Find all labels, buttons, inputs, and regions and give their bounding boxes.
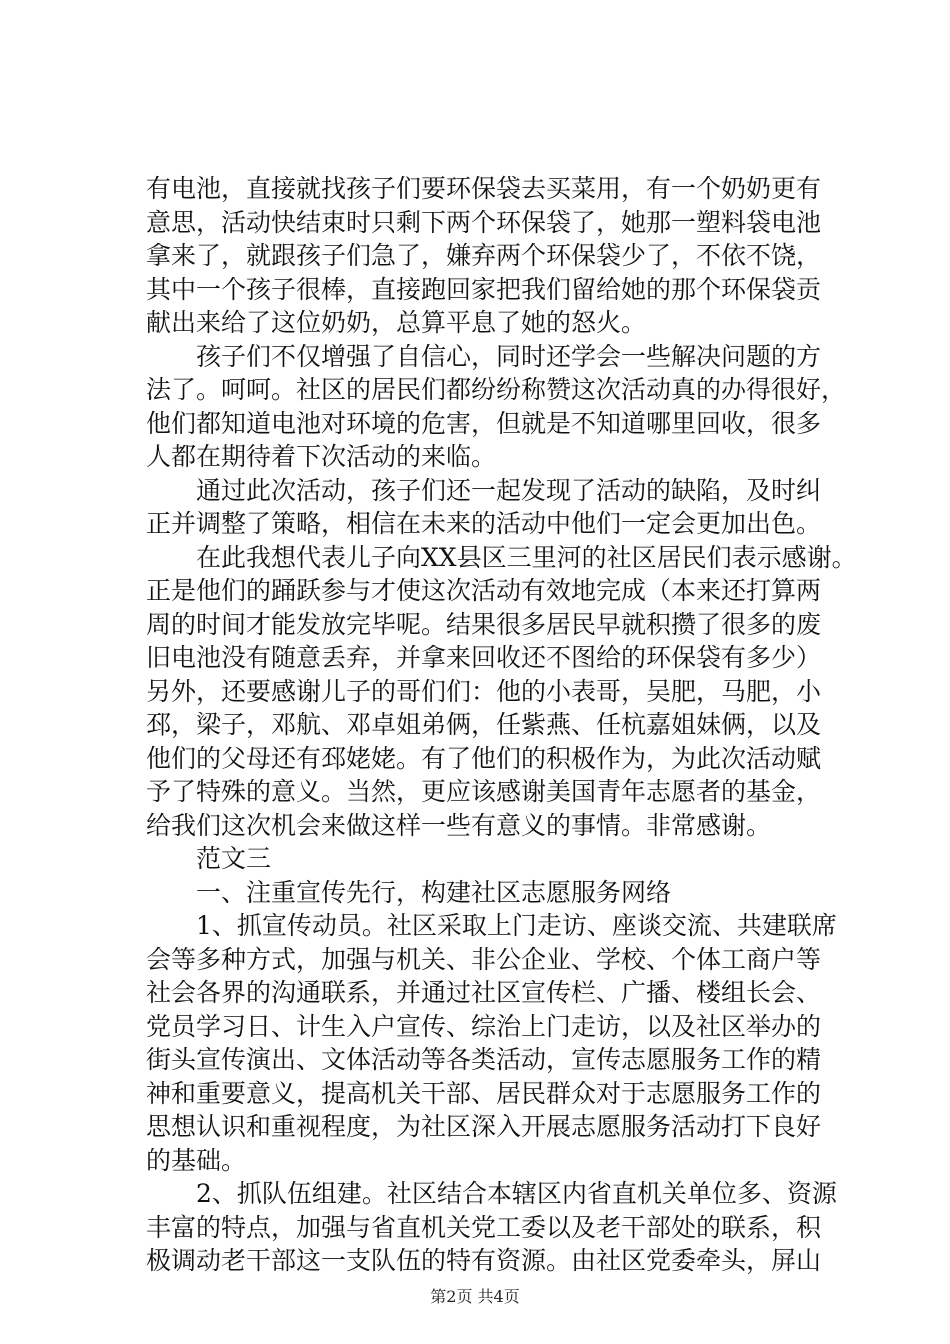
text-line: 有电池，直接就找孩子们要环保袋去买菜用，有一个奶奶更有 — [146, 174, 822, 203]
text-line: 予了特殊的意义。当然，更应该感谢美国青年志愿者的基金， — [146, 777, 822, 806]
text-line: 的基础。 — [146, 1145, 247, 1175]
text-line: 街头宣传演出、文体活动等各类活动，宣传志愿服务工作的精 — [146, 1045, 822, 1074]
text-line: 思想认识和重视程度，为社区深入开展志愿服务活动打下良好 — [146, 1112, 822, 1141]
text-line: 社会各界的沟通联系，并通过社区宣传栏、广播、楼组长会、 — [146, 978, 822, 1007]
text-line: 范文三 — [146, 844, 272, 873]
text-line: 其中一个孩子很棒，直接跑回家把我们留给她的那个环保袋贡 — [146, 274, 822, 304]
text-line: 他们都知道电池对环境的危害，但就是不知道哪里回收，很多 — [146, 408, 822, 438]
text-line: 神和重要意义，提高机关干部、居民群众对于志愿服务工作的 — [146, 1078, 822, 1108]
text-line: 旧电池没有随意丢弃，并拿来回收还不图给的环保袋有多少） — [146, 643, 822, 672]
text-line: 丰富的特点，加强与省直机关党工委以及老干部处的联系，积 — [146, 1212, 822, 1242]
text-line: 党员学习日、计生入户宣传、综治上门走访，以及社区举办的 — [146, 1011, 822, 1041]
text-line: 极调动老干部这一支队伍的特有资源。由社区党委牵头，屏山 — [146, 1246, 822, 1275]
text-line: 另外，还要感谢儿子的哥们们：他的小表哥，吴肥，马肥，小 — [146, 676, 822, 706]
page-footer: 第2页 共4页 — [430, 1287, 520, 1306]
text-line: 献出来给了这位奶奶，总算平息了她的怒火。 — [146, 308, 647, 337]
text-line: 一、注重宣传先行，构建社区志愿服务网络 — [146, 877, 672, 907]
text-line: 正并调整了策略，相信在未来的活动中他们一定会更加出色。 — [146, 509, 822, 538]
text-line: 拿来了，就跟孩子们急了，嫌弃两个环保袋少了，不依不饶， — [146, 241, 822, 270]
text-line: 会等多种方式，加强与机关、非公企业、学校、个体工商户等 — [146, 944, 822, 974]
text-line: 人都在期待着下次活动的来临。 — [146, 442, 497, 471]
text-line: 正是他们的踊跃参与才使这次活动有效地完成（本来还打算两 — [146, 576, 822, 605]
text-line: 法了。呵呵。社区的居民们都纷纷称赞这次活动真的办得很好， — [146, 375, 847, 404]
text-line: 1、抓宣传动员。社区采取上门走访、座谈交流、共建联席 — [146, 911, 837, 940]
text-line: 他们的父母还有邳姥姥。有了他们的积极作为，为此次活动赋 — [146, 743, 822, 773]
text-line: 在此我想代表儿子向XX县区三里河的社区居民们表示感谢。 — [146, 542, 857, 572]
text-line: 邳，梁子，邓航、邓卓姐弟俩，任紫燕、任杭嘉姐妹俩，以及 — [146, 710, 822, 739]
text-line: 孩子们不仅增强了自信心，同时还学会一些解决问题的方 — [146, 341, 822, 371]
text-line: 周的时间才能发放完毕呢。结果很多居民早就积攒了很多的废 — [146, 609, 822, 639]
document-body — [146, 172, 857, 1278]
text-line: 2、抓队伍组建。社区结合本辖区内省直机关单位多、资源 — [146, 1179, 837, 1208]
text-line: 通过此次活动，孩子们还一起发现了活动的缺陷，及时纠 — [146, 475, 822, 505]
text-line: 意思，活动快结束时只剩下两个环保袋了，她那一塑料袋电池 — [146, 207, 822, 237]
text-line: 给我们这次机会来做这样一些有意义的事情。非常感谢。 — [146, 810, 772, 840]
